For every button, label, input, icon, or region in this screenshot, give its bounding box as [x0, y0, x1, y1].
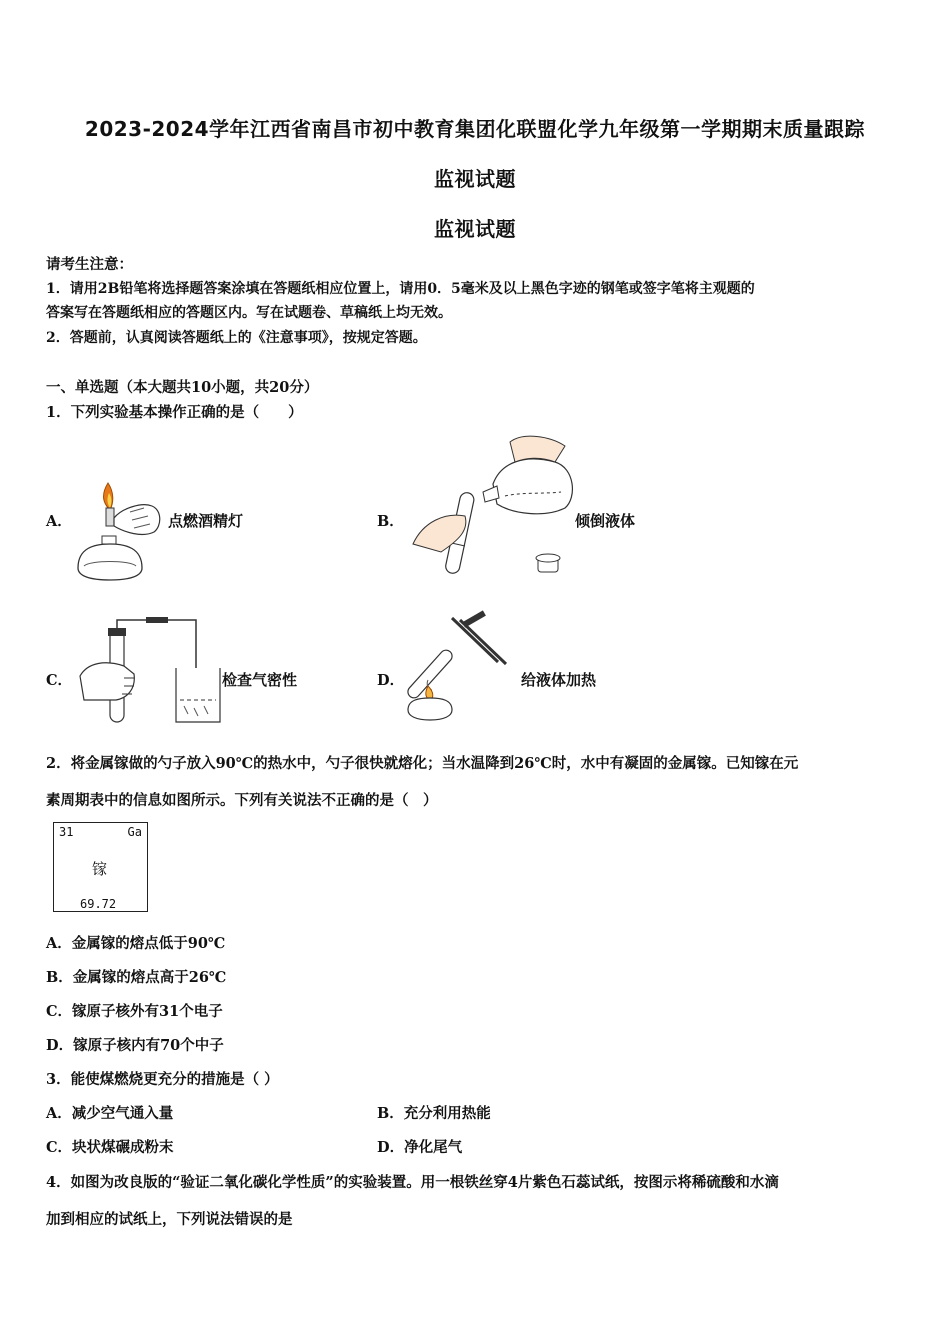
- q1-option-c-label: 检查气密性: [222, 671, 298, 689]
- q2-option-d: D．镓原子核内有70个中子: [46, 1037, 224, 1054]
- element-atomic-mass: 69.72: [80, 897, 117, 911]
- q1-option-a-figure: [70, 478, 170, 583]
- section-heading: 一、单选题（本大题共10小题，共20分）: [46, 379, 319, 396]
- element-name: 镓: [92, 860, 108, 878]
- document-title-line-3: 监视试题: [434, 217, 516, 241]
- q1-option-b-letter: B．: [377, 513, 404, 530]
- question-4-stem-line-2: 加到相应的试纸上，下列说法错误的是: [46, 1211, 293, 1228]
- q3-option-c: C．块状煤碾成粉末: [46, 1139, 174, 1156]
- q2-option-a: A．金属镓的熔点低于90℃: [46, 935, 226, 952]
- q3-option-d: D．净化尾气: [377, 1139, 463, 1156]
- question-1-stem: 1．下列实验基本操作正确的是（ ）: [46, 404, 303, 421]
- q1-option-d-figure: [402, 614, 522, 724]
- q1-option-c-letter: C．: [46, 672, 73, 689]
- q1-option-b-label: 倾倒液体: [575, 512, 636, 530]
- element-card: [53, 822, 148, 912]
- q1-option-a-label: 点燃酒精灯: [168, 512, 244, 530]
- notice-item-1-line-2: 答案写在答题纸相应的答题区内。写在试题卷、草稿纸上均无效。: [46, 305, 452, 321]
- q1-option-a-letter: A．: [46, 513, 72, 530]
- document-title-line-1: 2023-2024学年江西省南昌市初中教育集团化联盟化学九年级第一学期期末质量跟踪: [84, 117, 866, 141]
- document-title-line-2: 监视试题: [434, 167, 516, 191]
- notice-heading: 请考生注意：: [46, 256, 133, 273]
- q2-option-b: B．金属镓的熔点高于26℃: [46, 969, 227, 986]
- q1-option-b-figure: [405, 432, 580, 582]
- question-4-stem-line-1: 4．如图为改良版的“验证二氧化碳化学性质”的实验装置。用一根铁丝穿4片紫色石蕊试纸，按图示将稀硫酸和水滴: [46, 1174, 779, 1191]
- question-3-stem: 3．能使煤燃烧更充分的措施是（ ）: [46, 1071, 279, 1088]
- q1-option-c-figure: [76, 616, 226, 726]
- notice-item-2: 2．答题前，认真阅读答题纸上的《注意事项》，按规定答题。: [46, 330, 427, 346]
- question-2-stem-line-2: 素周期表中的信息如图所示。下列有关说法不正确的是（ ）: [46, 792, 438, 809]
- notice-item-1-line-1: 1．请用2B铅笔将选择题答案涂填在答题纸相应位置上，请用0．5毫米及以上黑色字迹的钢笔或签字笔将主观题的: [46, 281, 755, 297]
- q3-option-b: B．充分利用热能: [377, 1105, 491, 1122]
- q1-option-d-letter: D．: [377, 672, 405, 689]
- question-2-stem-line-1: 2．将金属镓做的勺子放入90℃的热水中，勺子很快就熔化；当水温降到26℃时，水中有凝固的金属镓。已知镓在元: [46, 755, 799, 772]
- element-symbol: Ga: [127, 825, 142, 839]
- q1-option-d-label: 给液体加热: [521, 671, 597, 689]
- q3-option-a: A．减少空气通入量: [46, 1105, 174, 1122]
- element-atomic-number: 31: [59, 825, 74, 839]
- q2-option-c: C．镓原子核外有31个电子: [46, 1003, 223, 1020]
